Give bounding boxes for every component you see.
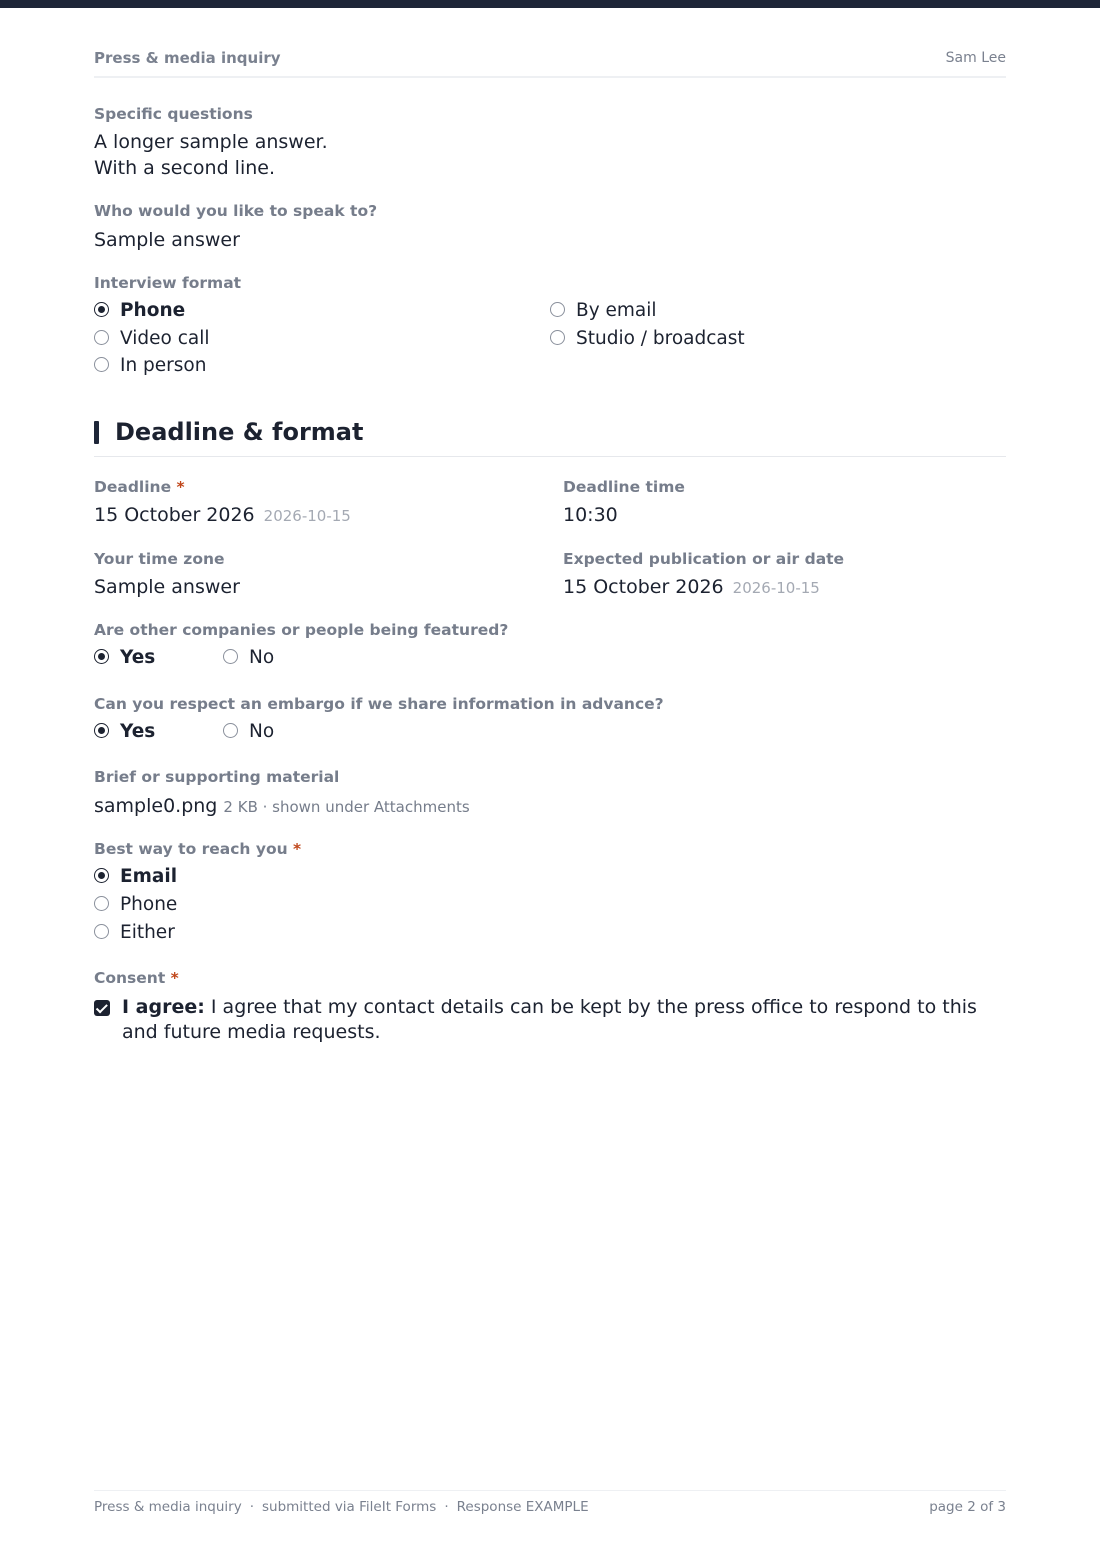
footer-separator: · — [249, 1499, 254, 1515]
option-label: Yes — [120, 721, 156, 742]
interview-format-label: Interview format — [94, 274, 242, 292]
radio-selected-icon — [94, 649, 109, 664]
time-zone-label: Your time zone — [94, 550, 225, 568]
brief-material-label: Brief or supporting material — [94, 768, 340, 786]
option-label: Email — [120, 866, 178, 887]
specific-questions-label: Specific questions — [94, 105, 253, 123]
reach-method-option-either — [94, 922, 175, 944]
specific-questions-answer-line-1: A longer sample answer. — [94, 131, 328, 153]
section-heading — [94, 420, 1006, 457]
interview-format-option-in-person — [94, 355, 206, 377]
publication-date-label: Expected publication or air date — [563, 550, 845, 568]
option-label: No — [249, 647, 275, 668]
radio-unselected-icon — [94, 924, 109, 939]
publication-date-answer — [563, 574, 820, 601]
attachment-file-name[interactable]: sample0.png — [94, 795, 218, 817]
others-featured-label: Are other companies or people being featured? — [94, 621, 509, 639]
speak-to-label: Who would you like to speak to? — [94, 202, 378, 220]
consent-statement — [122, 995, 992, 1045]
interview-format-option-by-email — [550, 300, 657, 322]
reach-method-label — [94, 840, 301, 858]
deadline-time-label: Deadline time — [563, 478, 685, 496]
option-label: Studio / broadcast — [576, 328, 745, 349]
deadline-date: 15 October 2026 — [94, 504, 255, 526]
consent-agree-label: I agree: — [122, 996, 205, 1018]
footer-submitted-via: submitted via FileIt Forms — [262, 1499, 437, 1515]
consent-label-text: Consent — [94, 969, 166, 987]
form-title: Press & media inquiry — [94, 49, 281, 67]
others-featured-option-no — [223, 647, 274, 669]
radio-unselected-icon — [550, 330, 565, 345]
radio-unselected-icon — [550, 302, 565, 317]
deadline-iso-date: 2026-10-15 — [263, 507, 351, 525]
option-label: By email — [576, 300, 657, 321]
page-header — [94, 49, 1006, 78]
interview-format-option-video-call — [94, 328, 210, 350]
radio-unselected-icon — [223, 723, 238, 738]
reach-method-option-phone — [94, 894, 177, 916]
section-accent-bar — [94, 421, 99, 444]
radio-unselected-icon — [94, 896, 109, 911]
checkbox-checked-icon — [94, 1000, 110, 1016]
option-label: Phone — [120, 300, 186, 321]
embargo-label: Can you respect an embargo if we share information in advance? — [94, 695, 664, 713]
required-marker: * — [293, 840, 302, 858]
footer-info — [94, 1499, 589, 1515]
speak-to-answer: Sample answer — [94, 229, 240, 251]
consent-text: I agree that my contact details can be kept by the press office to respond to this and future media requests. — [122, 996, 977, 1043]
respondent-name: Sam Lee — [945, 50, 1006, 66]
top-accent-bar — [0, 0, 1100, 8]
option-label: Video call — [120, 328, 210, 349]
embargo-option-no — [223, 721, 274, 743]
page-footer — [94, 1490, 1006, 1515]
radio-selected-icon — [94, 302, 109, 317]
publication-date: 15 October 2026 — [563, 576, 724, 598]
embargo-option-yes — [94, 721, 155, 743]
footer-form-name: Press & media inquiry — [94, 1499, 242, 1515]
deadline-label-text: Deadline — [94, 478, 172, 496]
specific-questions-answer-line-2: With a second line. — [94, 157, 275, 179]
radio-unselected-icon — [94, 330, 109, 345]
interview-format-option-phone — [94, 300, 185, 322]
option-label: Yes — [120, 647, 156, 668]
footer-response-id: Response EXAMPLE — [456, 1499, 589, 1515]
reach-method-label-text: Best way to reach you — [94, 840, 288, 858]
required-marker: * — [170, 969, 179, 987]
interview-format-option-studio — [550, 328, 745, 350]
footer-separator: · — [444, 1499, 449, 1515]
others-featured-option-yes — [94, 647, 155, 669]
attachment-file-info: 2 KB · shown under Attachments — [223, 798, 470, 816]
required-marker: * — [176, 478, 185, 496]
section-title: Deadline & format — [115, 418, 364, 446]
option-label: No — [249, 721, 275, 742]
deadline-time-answer: 10:30 — [563, 504, 618, 526]
publication-iso-date: 2026-10-15 — [732, 579, 820, 597]
time-zone-answer: Sample answer — [94, 576, 240, 598]
radio-unselected-icon — [94, 357, 109, 372]
radio-selected-icon — [94, 868, 109, 883]
option-label: Phone — [120, 894, 178, 915]
radio-unselected-icon — [223, 649, 238, 664]
deadline-label — [94, 478, 185, 496]
option-label: Either — [120, 922, 175, 943]
option-label: In person — [120, 355, 207, 376]
radio-selected-icon — [94, 723, 109, 738]
consent-label — [94, 969, 179, 987]
deadline-answer — [94, 502, 351, 529]
brief-material-answer — [94, 793, 470, 820]
reach-method-option-email — [94, 866, 177, 888]
page-number: page 2 of 3 — [929, 1499, 1006, 1515]
